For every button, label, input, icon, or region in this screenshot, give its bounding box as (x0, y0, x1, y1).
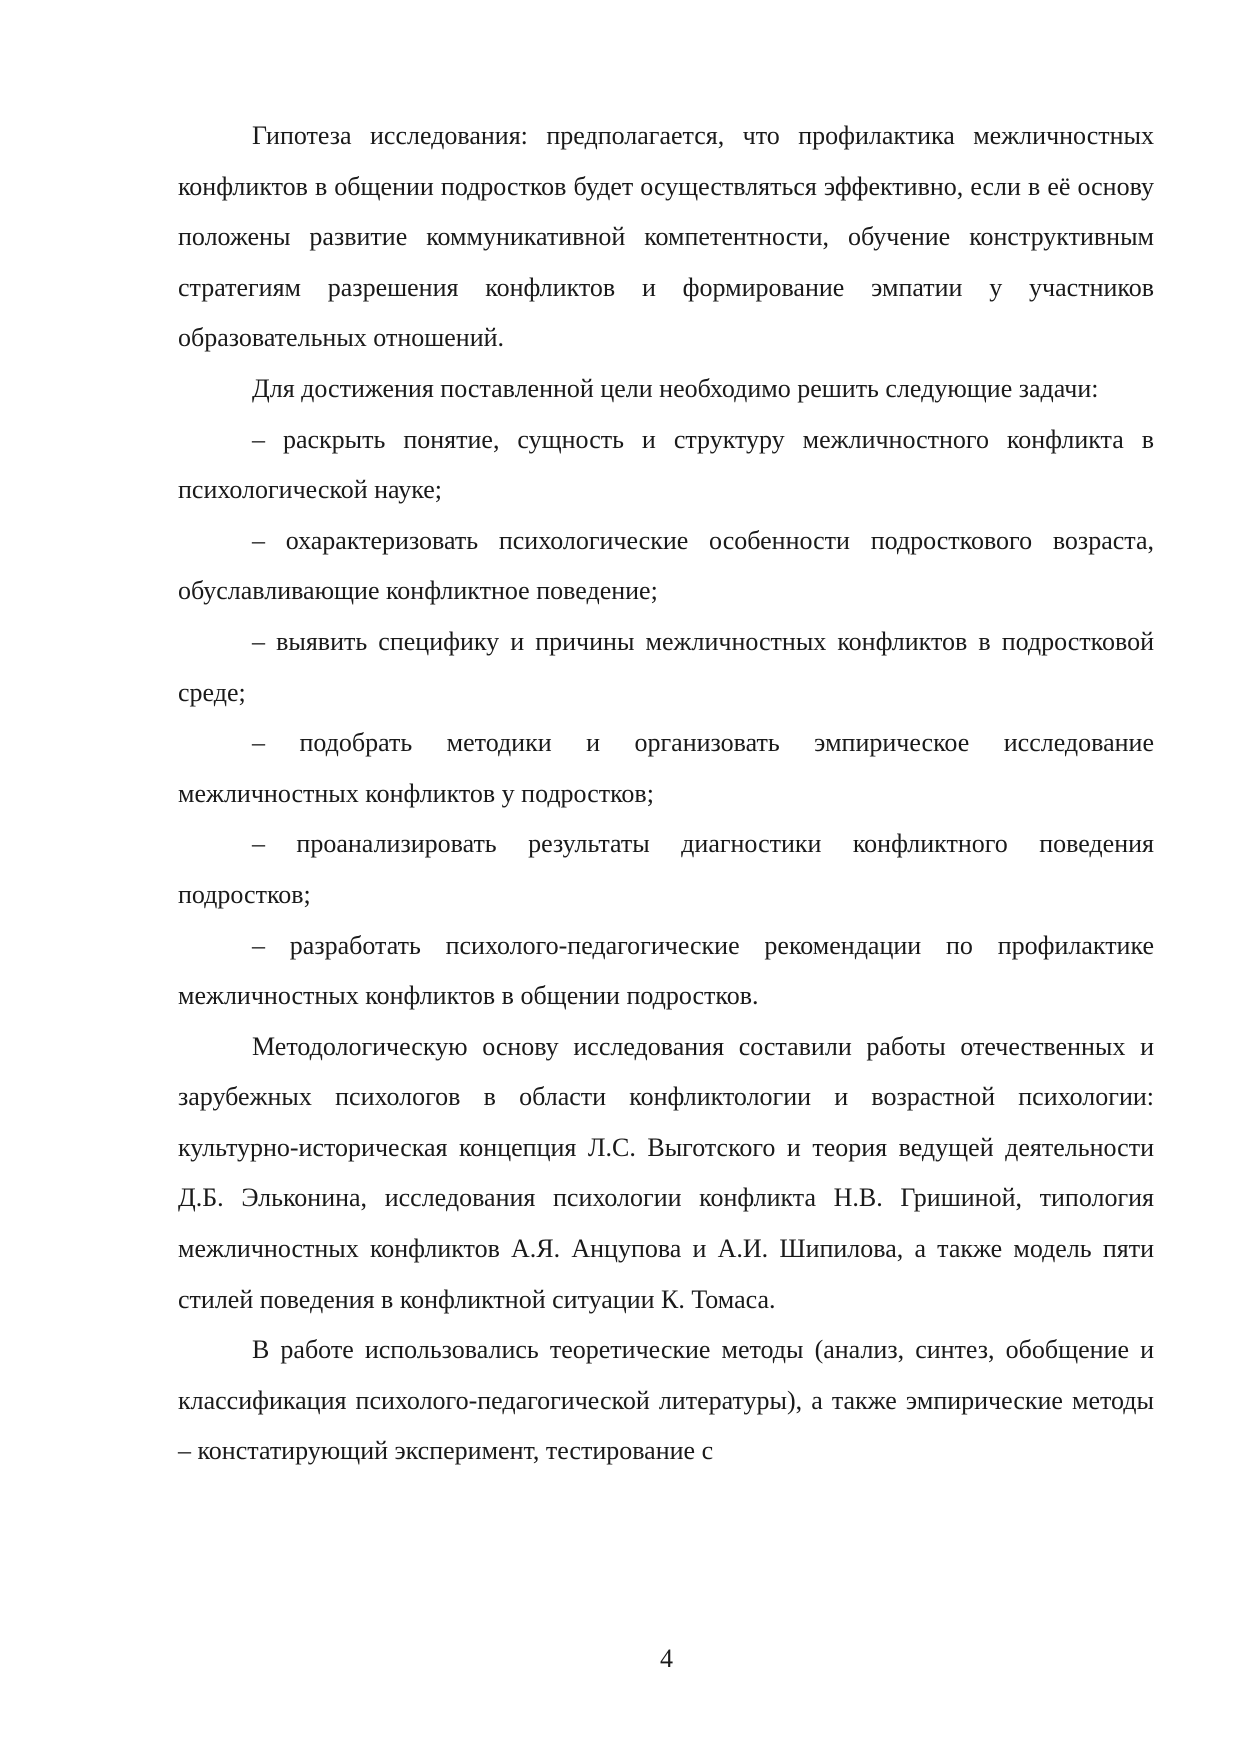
task-item-3: – выявить специфику и причины межличностных конфликтов в подростковой среде; (178, 626, 1154, 707)
paragraph-methodology: Методологическую основу исследования составили работы отечественных и зарубежных психологов в области конфликтологии и возрастной психологии: культурно-историческая концепция Л.С. Выготского и теория ведущей деятельности Д.Б. Эльконина, исследования психологии конфликта Н.В. Гришиной, типология межличностных конфликтов А.Я. Анцупова и А.И. Шипилова, а также модель пяти стилей поведения в конфликтной ситуации К. Томаса. (178, 1031, 1154, 1314)
page-number: 4 (660, 1644, 673, 1673)
task-item-6: – разработать психолого-педагогические рекомендации по профилактике межличностных конфликтов в общении подростков. (178, 930, 1154, 1011)
task-item-5: – проанализировать результаты диагностики конфликтного поведения подростков; (178, 829, 1154, 909)
paragraph-hypothesis: Гипотеза исследования: предполагается, что профилактика межличностных конфликтов в общении подростков будет осуществляться эффективно, если в её основу положены развитие коммуникативной компетентности, обучение конструктивным стратегиям разрешения конфликтов и формирование эмпатии у участников образовательных отношений. (178, 121, 1154, 353)
task-item-1: – раскрыть понятие, сущность и структуру межличностного конфликта в психологической науке; (178, 424, 1154, 505)
task-item-2: – охарактеризовать психологические особенности подросткового возраста, обуславливающие конфликтное поведение; (178, 525, 1154, 606)
task-item-4: – подобрать методики и организовать эмпирическое исследование межличностных конфликтов у подростков; (178, 728, 1154, 808)
paragraph-tasks-intro: Для достижения поставленной цели необходимо решить следующие задачи: (252, 373, 1099, 403)
paragraph-methods: В работе использовались теоретические методы (анализ, синтез, обобщение и классификация психолого-педагогической литературы), а также эмпирические методы – констатирующий эксперимент, тестирование с (178, 1335, 1154, 1466)
document-body (178, 111, 1154, 1477)
